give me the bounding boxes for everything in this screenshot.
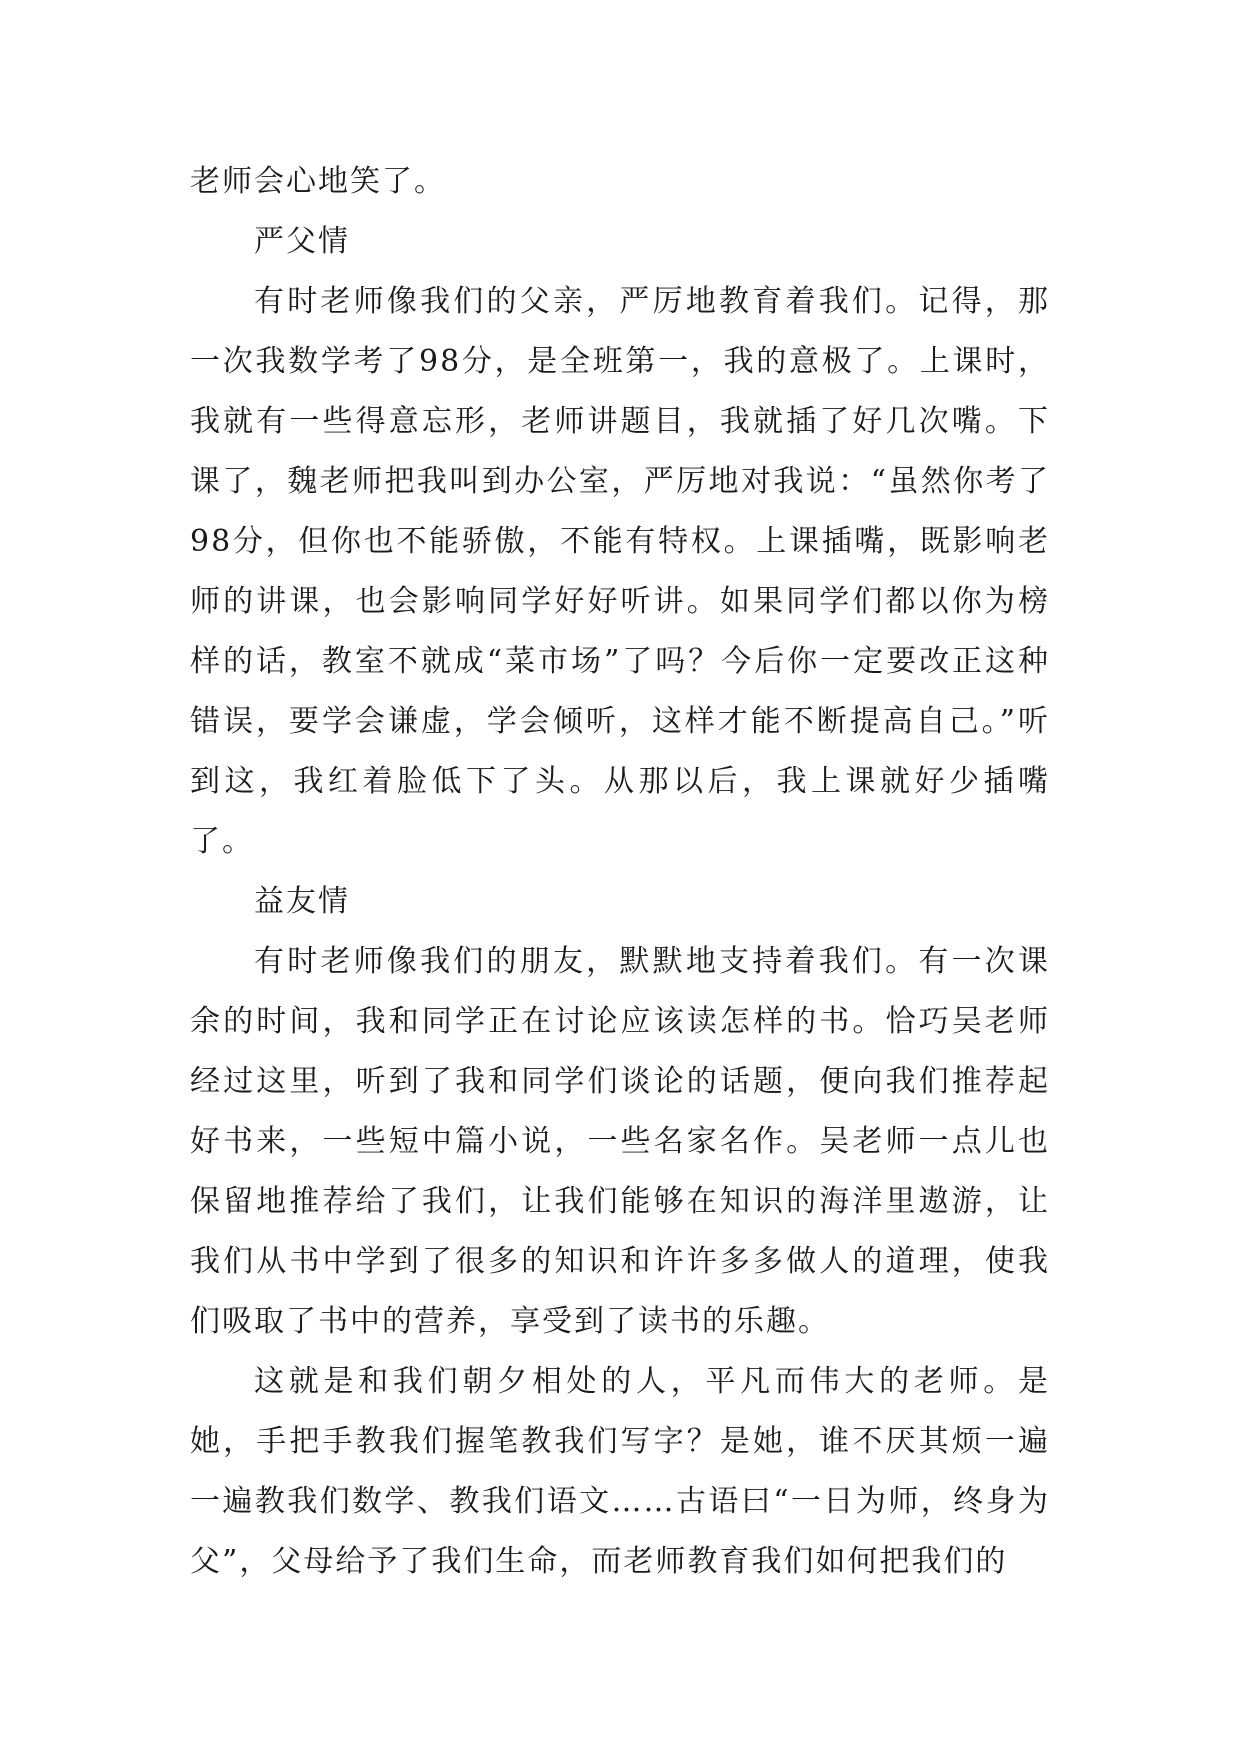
paragraph-closing-line: 老师会心地笑了。 bbox=[190, 164, 446, 199]
paragraph-conclusion: 这就是和我们朝夕相处的人，平凡而伟大的老师。是她，手把手教我们握笔教我们写字？是她，谁不厌其烦一遍一遍教我们数学、教我们语文……古语曰“一日为师，终身为父”，父母给予了我们生命，而老师教育我们如何把我们的 bbox=[190, 1364, 1050, 1579]
paragraph-strict-father: 有时老师像我们的父亲，严厉地教育着我们。记得，那一次我数学考了98分，是全班第一，我的意极了。上课时，我就有一些得意忘形，老师讲题目，我就插了好几次嘴。下课了，魏老师把我叫到办公室，严厉地对我说：“虽然你考了98分，但你也不能骄傲，不能有特权。上课插嘴，既影响老师的讲课，也会影响同学好好听讲。如果同学们都以你为榜样的话，教室不就成“菜市场”了吗？今后你一定要改正这种错误，要学会谦虚，学会倾听，这样才能不断提高自己。”听到这，我红着脸低下了头。从那以后，我上课就好少插嘴了。 bbox=[190, 284, 1050, 859]
paragraph-good-friend: 有时老师像我们的朋友，默默地支持着我们。有一次课余的时间，我和同学正在讨论应该读怎样的书。恰巧吴老师经过这里，听到了我和同学们谈论的话题，便向我们推荐起好书来，一些短中篇小说，一些名家名作。吴老师一点儿也保留地推荐给了我们，让我们能够在知识的海洋里遨游，让我们从书中学到了很多的知识和许许多多做人的道理，使我们吸取了书中的营养，享受到了读书的乐趣。 bbox=[190, 944, 1050, 1339]
section-heading-strict-father: 严父情 bbox=[254, 224, 350, 259]
section-heading-good-friend: 益友情 bbox=[254, 884, 350, 919]
document-body bbox=[190, 152, 1050, 1592]
